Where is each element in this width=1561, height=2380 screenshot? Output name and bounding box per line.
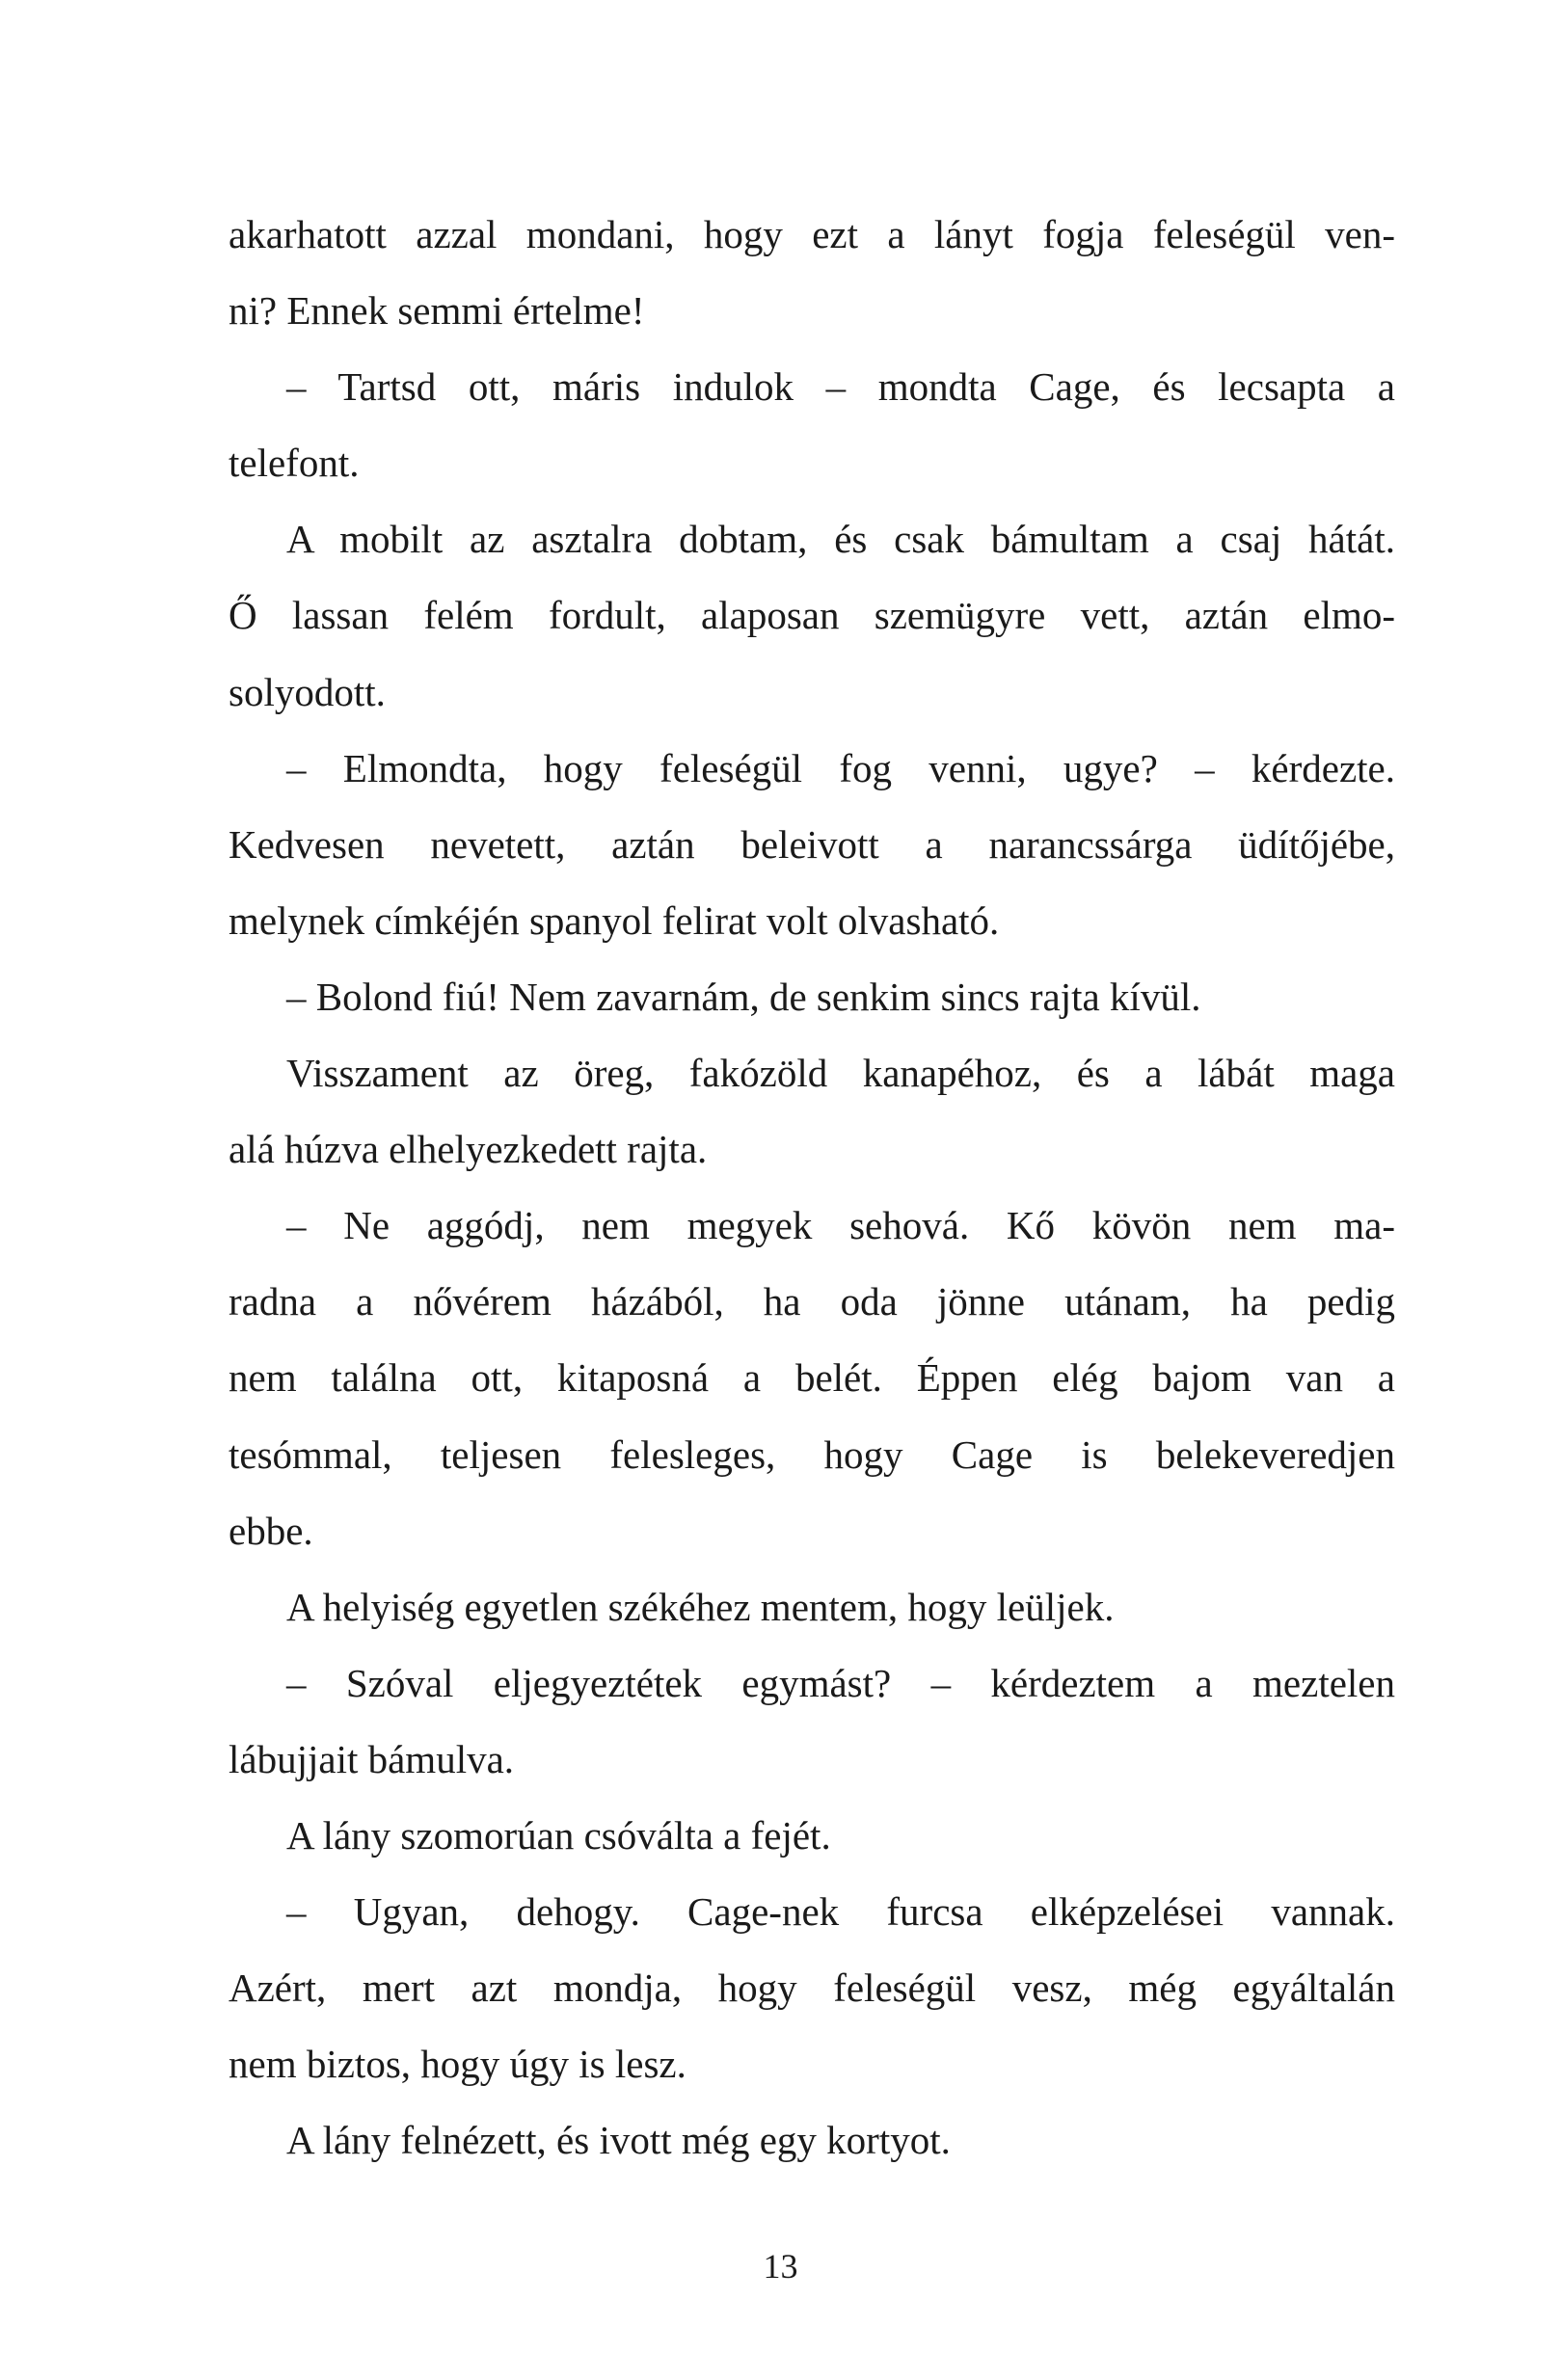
text-line: – Ne aggódj, nem megyek sehová. Kő kövön nem ma- [286,1203,1395,1248]
text-line: Azért, mert azt mondja, hogy feleségül vesz, még egyáltalán [229,1966,1395,2011]
text-line: solyodott. [229,669,386,714]
text-line: ebbe. [229,1508,313,1553]
text-line: A helyiség egyetlen székéhez mentem, hogy leüljek. [286,1584,1115,1629]
text-line: alá húzva elhelyezkedett rajta. [229,1127,708,1172]
text-line: nem biztos, hogy úgy is lesz. [229,2042,686,2087]
text-line: A lány felnézett, és ivott még egy kortyot. [286,2118,951,2163]
text-line: – Tartsd ott, máris indulok – mondta Cage, és lecsapta a [286,364,1395,410]
text-line: – Ugyan, dehogy. Cage-nek furcsa elképzelései vannak. [286,1889,1395,1935]
text-line: telefont. [229,441,360,486]
text-line: akarhatott azzal mondani, hogy ezt a lányt fogja feleségül ven- [229,212,1395,256]
text-line: ni? Ennek semmi értelme! [229,288,645,334]
text-line: tesómmal, teljesen felesleges, hogy Cage is belekeveredjen [229,1431,1395,1477]
text-line: – Szóval eljegyeztétek egymást? – kérdeztem a meztelen [286,1660,1395,1705]
text-line: – Elmondta, hogy feleségül fog venni, ugye? – kérdezte. [286,745,1395,790]
text-line: Ő lassan felém fordult, alaposan szemügyre vett, aztán elmo- [229,593,1395,638]
text-line: nem találna ott, kitaposná a belét. Éppen elég bajom van a [229,1355,1395,1401]
text-line: A lány szomorúan csóválta a fejét. [286,1812,831,1858]
text-line: melynek címkéjén spanyol felirat volt olvasható. [229,897,1000,943]
page-number: 13 [763,2247,798,2286]
text-line: radna a nővérem házából, ha oda jönne utánam, ha pedig [229,1279,1395,1324]
text-line: lábujjait bámulva. [229,1736,515,1781]
text-line: Kedvesen nevetett, aztán beleivott a narancssárga üdítőjébe, [229,821,1395,867]
text-line: A mobilt az asztalra dobtam, és csak bámultam a csaj hátát. [286,517,1395,562]
text-line: – Bolond fiú! Nem zavarnám, de senkim sincs rajta kívül. [286,974,1201,1019]
body-text [229,197,1395,2179]
text-line: Visszament az öreg, fakózöld kanapéhoz, és a lábát maga [286,1051,1395,1096]
